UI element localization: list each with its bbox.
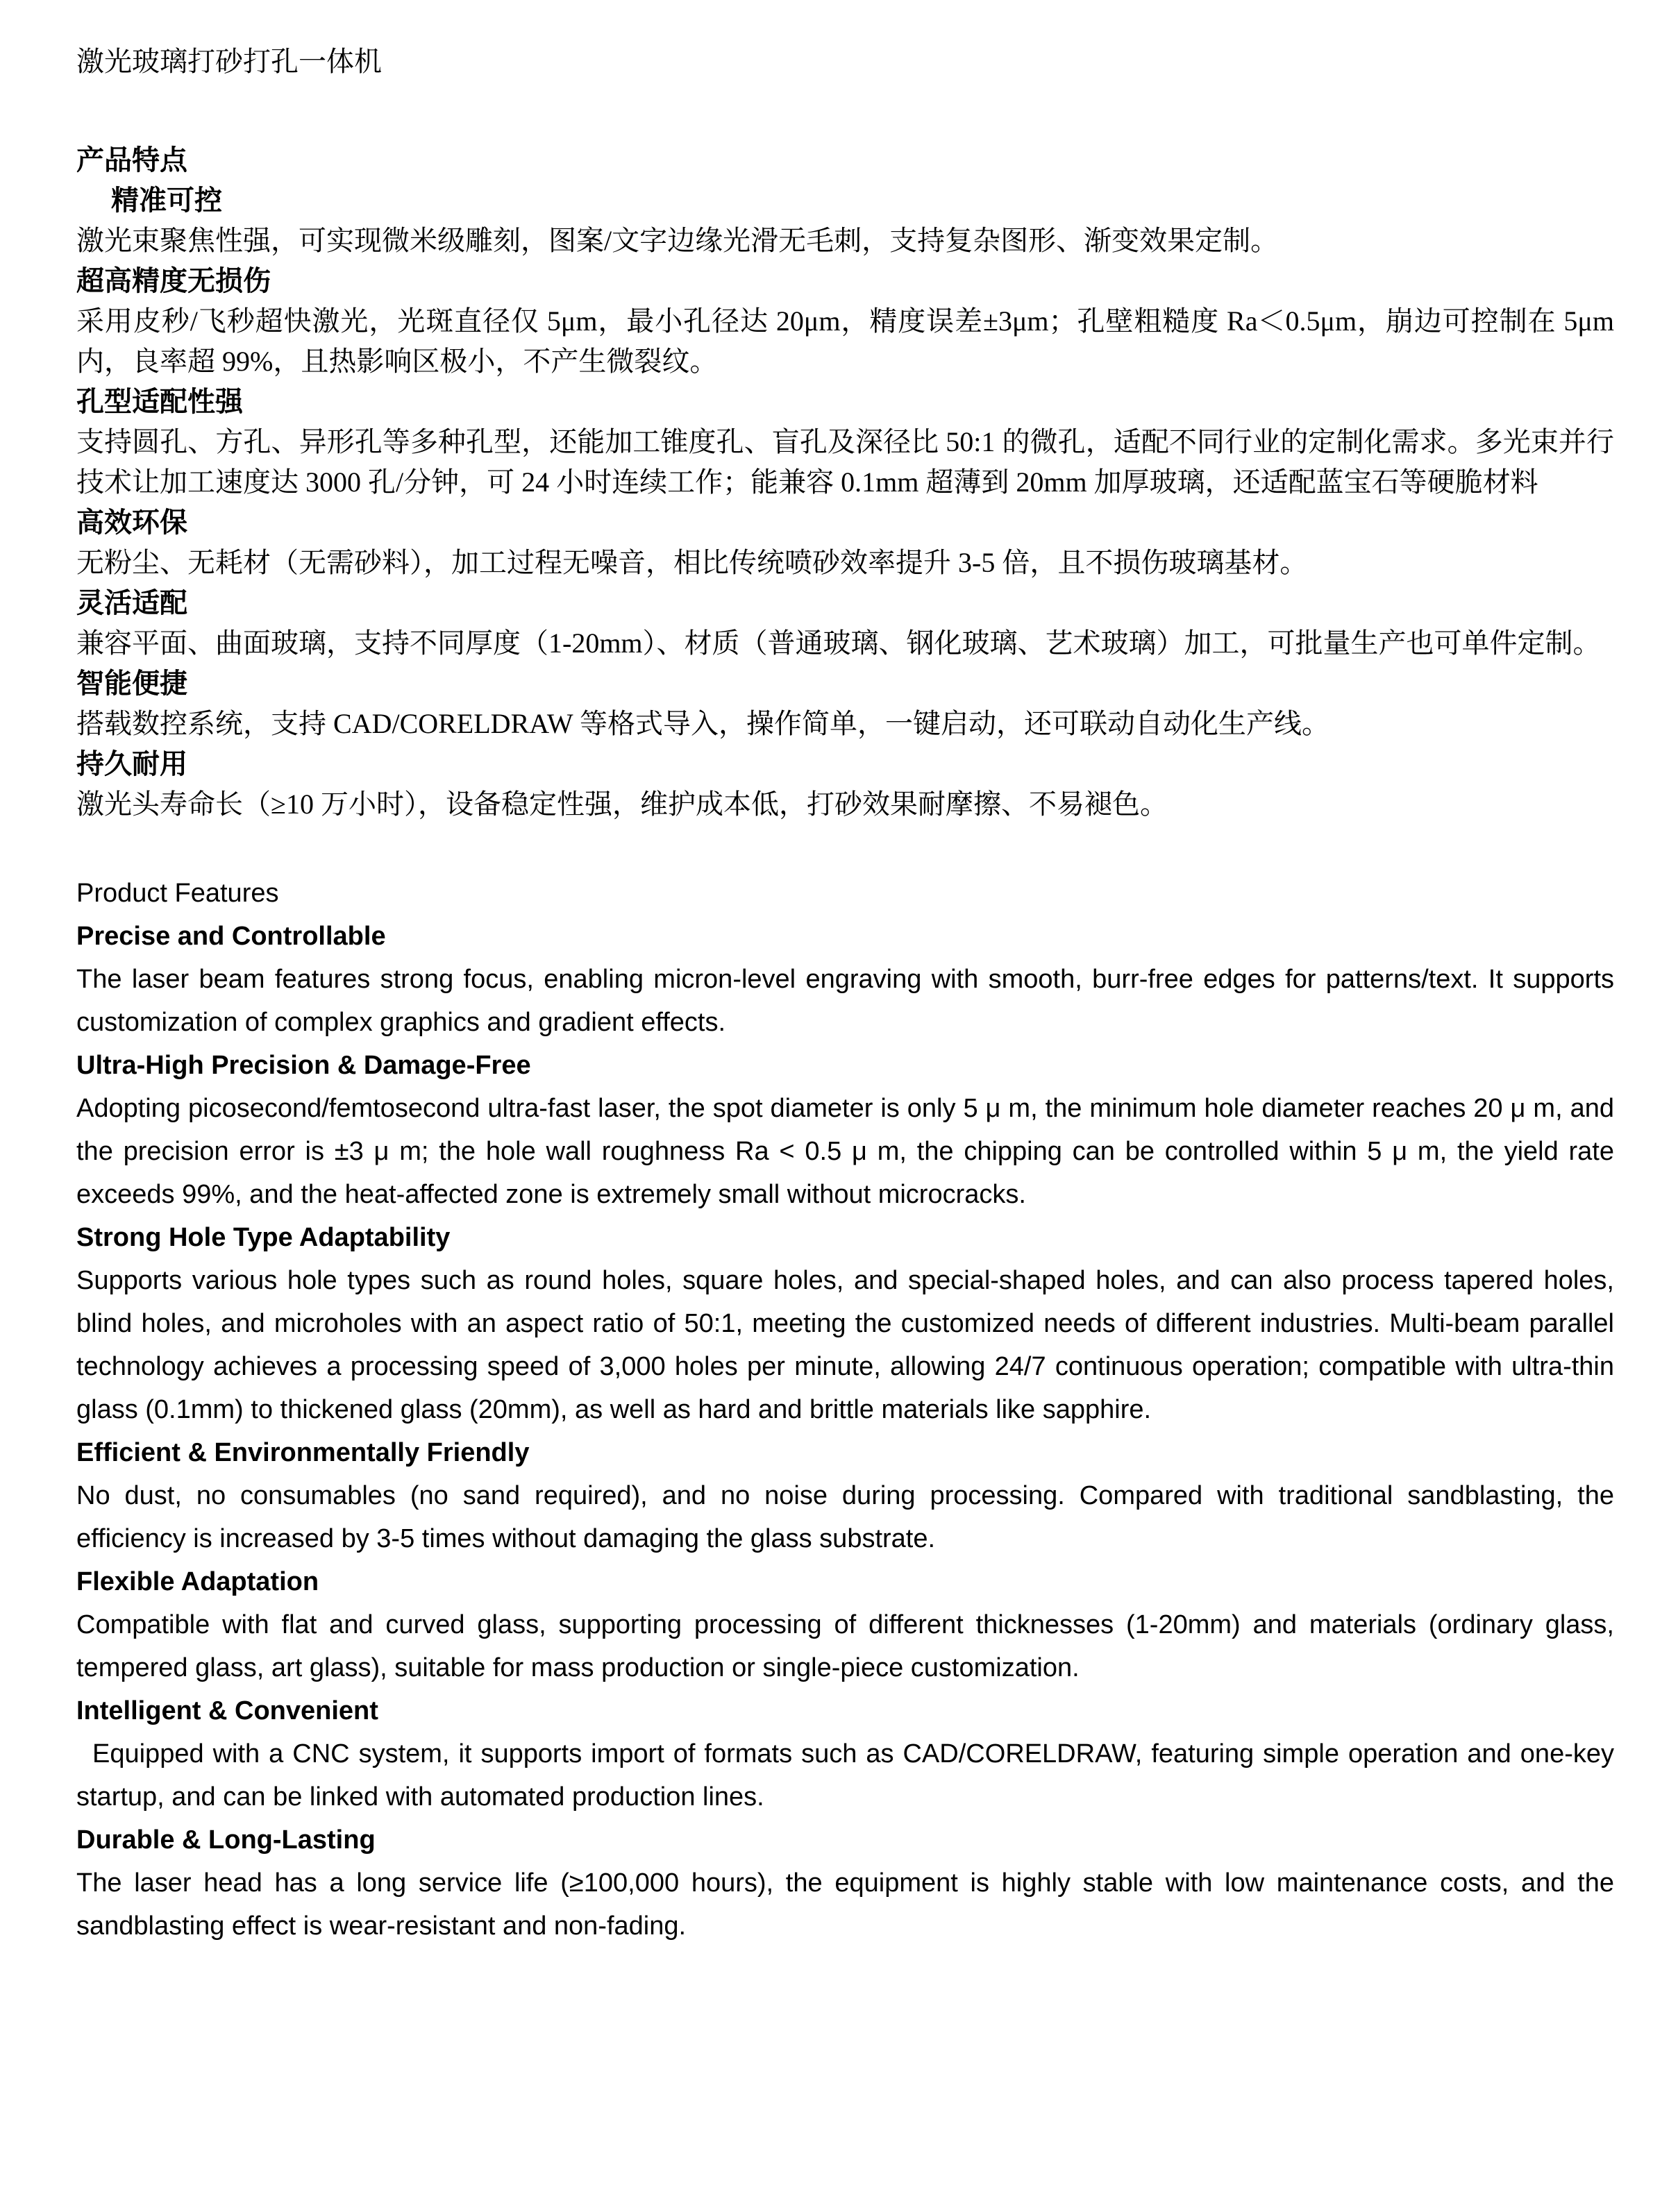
feature-heading: Intelligent & Convenient [76,1696,378,1725]
feature-body: 采用皮秒/飞秒超快激光，光斑直径仅 5μm，最小孔径达 20μm，精度误差±3μm；孔壁粗糙度 Ra＜0.5μm，崩边可控制在 5μm 内，良率超 99%，且热影响区极小，不产生微裂纹。 [76,305,1614,377]
feature-body: 激光头寿命长（≥10 万小时），设备稳定性强，维护成本低，打砂效果耐摩擦、不易褪色。 [76,788,1168,820]
english-features-section [76,872,1614,1948]
feature-body: 兼容平面、曲面玻璃，支持不同厚度（1-20mm）、材质（普通玻璃、钢化玻璃、艺术玻璃）加工，可批量生产也可单件定制。 [76,627,1601,659]
feature-heading: 高效环保 [76,507,187,538]
feature-heading: 灵活适配 [76,587,187,618]
feature-body: The laser head has a long service life (≥100,000 hours), the equipment is highly stable with low maintenance costs, and the sandblasting effect is wear-resistant and non-fading. [76,1868,1614,1941]
feature-body: Compatible with flat and curved glass, supporting processing of different thicknesses (1-20mm) and materials (ordinary glass, tempered glass, art glass), suitable for mass production or single-piece customization. [76,1610,1614,1682]
feature-block [76,382,1614,503]
chinese-features-section [76,140,1614,825]
feature-heading: Efficient & Environmentally Friendly [76,1438,530,1467]
feature-body: Supports various hole types such as round holes, square holes, and special-shaped holes, and can also process tapered holes, blind holes, and microholes with an aspect ratio of 50:1, meeting the customized needs of different industries. Multi-beam parallel technology achieves a processing speed of 3,000 holes per minute, allowing 24/7 continuous operation; compatible with ultra-thin glass (0.1mm) to thickened glass (20mm), as well as hard and brittle materials like sapphire. [76,1266,1614,1424]
feature-block [76,915,1614,1044]
feature-block [76,1044,1614,1216]
en-feature-list [76,915,1614,1948]
cn-section-title: 产品特点 [76,144,187,176]
cn-feature-list [76,180,1614,825]
feature-block [76,261,1614,382]
feature-block [76,503,1614,583]
feature-block [76,664,1614,744]
feature-body: 无粉尘、无耗材（无需砂料），加工过程无噪音，相比传统喷砂效率提升 3-5 倍，且不损伤玻璃基材。 [76,547,1308,578]
feature-body: Adopting picosecond/femtosecond ultra-fast laser, the spot diameter is only 5 μ m, the minimum hole diameter reaches 20 μ m, and the precision error is ±3 μ m; the hole wall roughness Ra < 0.5 μ m, the chipping can be controlled within 5 μ m, the yield rate exceeds 99%, and the heat-affected zone is extremely small without microcracks. [76,1094,1614,1209]
feature-body: Equipped with a CNC system, it supports import of formats such as CAD/CORELDRAW, featuring simple operation and one-key startup, and can be linked with automated production lines. [76,1739,1614,1812]
feature-heading: 超高精度无损伤 [76,265,271,296]
feature-body: No dust, no consumables (no sand required), and no noise during processing. Compared with traditional sandblasting, the efficiency is increased by 3-5 times without damaging the glass substrate. [76,1481,1614,1553]
feature-body: The laser beam features strong focus, enabling micron-level engraving with smooth, burr-free edges for patterns/text. It supports customization of complex graphics and gradient effects. [76,965,1614,1037]
feature-block [76,180,1614,261]
feature-body: 搭载数控系统，支持 CAD/CORELDRAW 等格式导入，操作简单，一键启动，还可联动自动化生产线。 [76,708,1329,739]
feature-block [76,583,1614,664]
feature-heading: Ultra-High Precision & Damage-Free [76,1051,531,1080]
feature-block [76,1216,1614,1431]
feature-heading: 智能便捷 [76,668,187,699]
feature-block [76,1818,1614,1948]
feature-body: 激光束聚焦性强，可实现微米级雕刻，图案/文字边缘光滑无毛刺，支持复杂图形、渐变效果定制。 [76,225,1279,256]
document-title: 激光玻璃打砂打孔一体机 [76,46,382,77]
feature-heading: Precise and Controllable [76,922,386,951]
feature-heading: Flexible Adaptation [76,1567,319,1596]
feature-block [76,1431,1614,1560]
feature-heading: 孔型适配性强 [76,386,243,417]
feature-body: 支持圆孔、方孔、异形孔等多种孔型，还能加工锥度孔、盲孔及深径比 50:1 的微孔，适配不同行业的定制化需求。多光束并行技术让加工速度达 3000 孔/分钟，可 24 小时连续工作；能兼容 0.1mm 超薄到 20mm 加厚玻璃，还适配蓝宝石等硬脆材料 [76,426,1614,498]
feature-heading: Strong Hole Type Adaptability [76,1223,451,1252]
feature-block [76,744,1614,825]
feature-block [76,1689,1614,1818]
feature-block [76,1560,1614,1689]
feature-heading: Durable & Long-Lasting [76,1825,376,1855]
feature-heading: 精准可控 [111,185,222,216]
en-section-title: Product Features [76,879,279,908]
feature-heading: 持久耐用 [76,748,187,779]
